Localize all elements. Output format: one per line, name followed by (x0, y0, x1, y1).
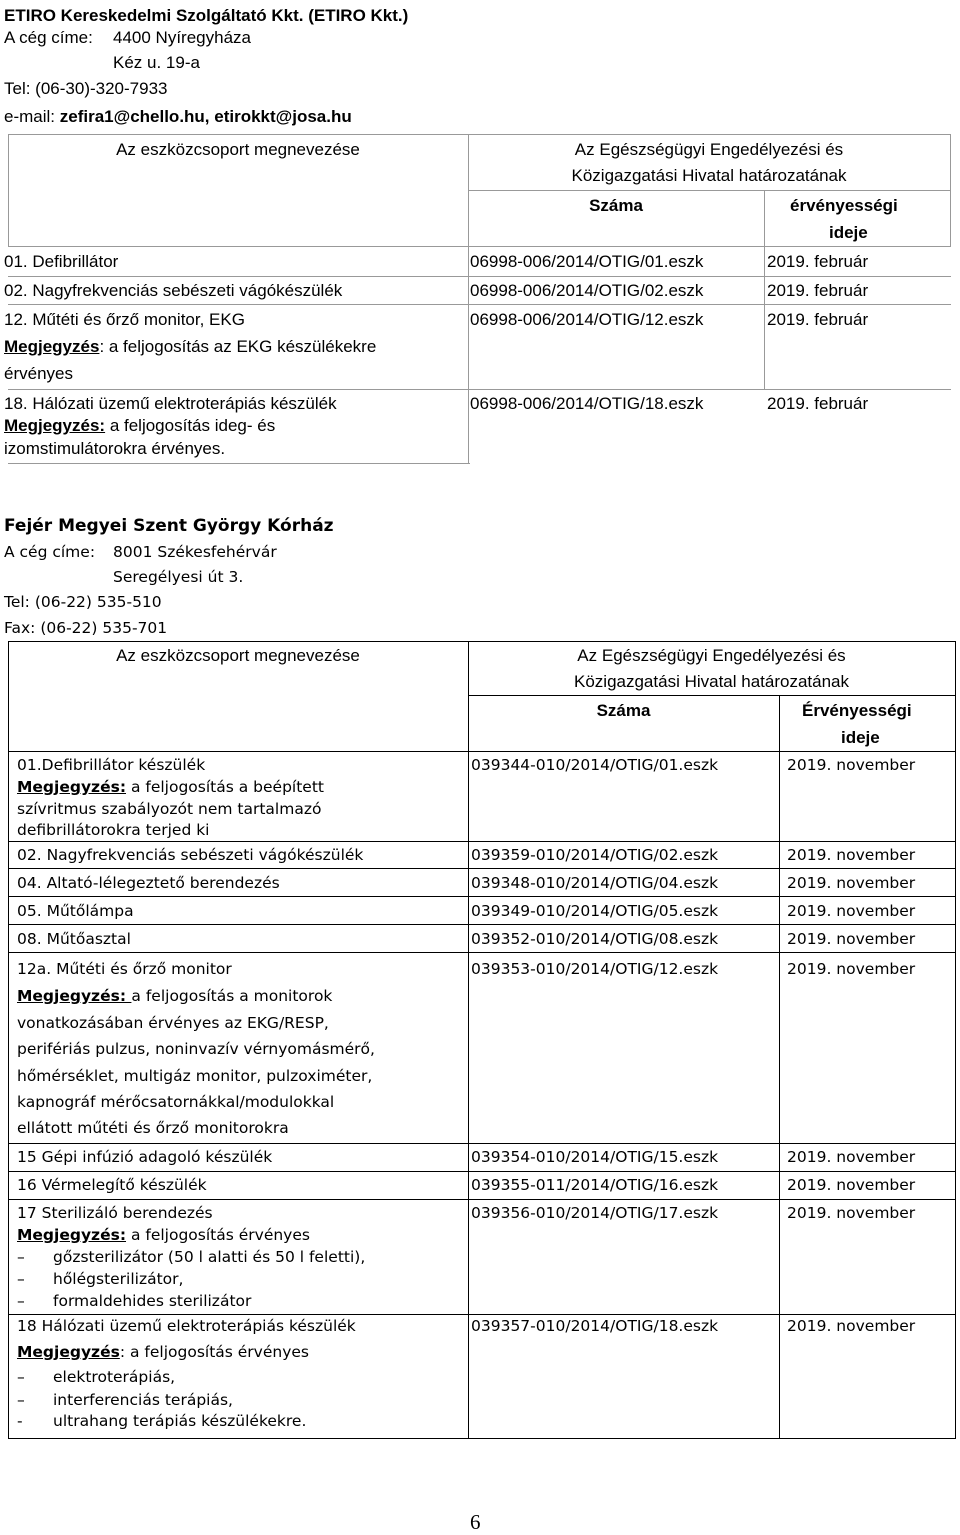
table2-row9-note-label: Megjegyzés: (17, 1226, 127, 1244)
table2-row2-device: 02. Nagyfrekvenciás sebészeti vágókészülék (17, 846, 364, 864)
table2-header-device: Az eszközcsoport megnevezése (116, 646, 360, 665)
table2-row5-validity: 2019. november (787, 930, 916, 948)
table2-row6-note-5: kapnográf mérőcsatornákkal/modulokkal (17, 1093, 335, 1111)
dash-bullet-icon: – (17, 1391, 25, 1409)
table1-subheader-validity-1: érvényességi (790, 196, 898, 215)
table2-row5-device: 08. Műtőasztal (17, 930, 131, 948)
table1-row4-number: 06998-006/2014/OTIG/18.eszk (470, 394, 704, 413)
table1-row4-note-label: Megjegyzés: (4, 416, 106, 435)
table2-row2-number: 039359-010/2014/OTIG/02.eszk (471, 846, 719, 864)
table1-row4-note-cont: izomstimulátorokra érvényes. (4, 439, 226, 458)
company1-email-line (4, 107, 352, 127)
dash-bullet-icon: – (17, 1270, 25, 1288)
table2-row10-bullet-1 (17, 1368, 175, 1386)
table2-row6-note-3: perifériás pulzus, noninvazív vérnyomásmérő, (17, 1040, 375, 1058)
table2-row4-validity: 2019. november (787, 902, 916, 920)
table2-row8-number: 039355-011/2014/OTIG/16.eszk (471, 1176, 719, 1194)
table2-row10-bullet-1-text: elektroterápiás, (53, 1368, 176, 1386)
company2-address-street: Seregélyesi út 3. (113, 568, 244, 586)
table2-row9-bullet-2-text: hőlégsterilizátor, (53, 1270, 184, 1288)
table1-row2-validity: 2019. február (767, 281, 869, 300)
table2-row9-note (17, 1226, 310, 1244)
company1-name: ETIRO Kereskedelmi Szolgáltató Kkt. (ETIRO Kkt.) (4, 6, 409, 25)
table2-row1-validity: 2019. november (787, 756, 916, 774)
company2-address-city: 8001 Székesfehérvár (113, 543, 277, 561)
table2-row1-note-text: a feljogosítás a beépített (126, 778, 324, 796)
table1-row3-number: 06998-006/2014/OTIG/12.eszk (470, 310, 704, 329)
table2-row4-device: 05. Műtőlámpa (17, 902, 134, 920)
dash-bullet-icon: – (17, 1248, 25, 1266)
table2-row7-number: 039354-010/2014/OTIG/15.eszk (471, 1148, 719, 1166)
company2-name: Fejér Megyei Szent György Kórház (4, 516, 334, 536)
table2-row10-device: 18 Hálózati üzemű elektroterápiás készülék (17, 1317, 356, 1335)
table2-row1-device: 01.Defibrillátor készülék (17, 756, 206, 774)
table2-row8-device: 16 Vérmelegítő készülék (17, 1176, 207, 1194)
table1-row1-device: 01. Defibrillátor (4, 252, 119, 271)
table1-row2-number: 06998-006/2014/OTIG/02.eszk (470, 281, 704, 300)
table2-row10-note-label: Megjegyzés (17, 1343, 120, 1361)
table1-row4-validity: 2019. február (767, 394, 869, 413)
table1-row3-note (4, 337, 376, 357)
table1-header-authority-2: Közigazgatási Hivatal határozatának (571, 166, 847, 185)
table1-row1-validity: 2019. február (767, 252, 869, 271)
table2-row10-note-text: : a feljogosítás érvényes (119, 1343, 309, 1361)
table2-row3-number: 039348-010/2014/OTIG/04.eszk (471, 874, 719, 892)
table1-row3-note-label: Megjegyzés (4, 337, 100, 356)
company1-email-label: e-mail: (4, 107, 56, 126)
table2-row10-validity: 2019. november (787, 1317, 916, 1335)
table2-row6-note-6: ellátott műtéti és őrző monitorokra (17, 1119, 289, 1137)
table2-row9-bullet-2 (17, 1270, 183, 1288)
table2-row6-note-text: a feljogosítás a monitorok (131, 987, 333, 1005)
table1-row2-device: 02. Nagyfrekvenciás sebészeti vágókészülék (4, 281, 343, 300)
table2-row6-note-label: Megjegyzés: (17, 987, 132, 1005)
company2-tel: Tel: (06-22) 535-510 (4, 593, 162, 611)
table2-row10-bullet-3 (17, 1412, 306, 1430)
table2-subheader-validity-1: Érvényességi (802, 701, 912, 720)
table2-row7-device: 15 Gépi infúzió adagoló készülék (17, 1148, 273, 1166)
hyphen-bullet-icon: - (17, 1412, 23, 1430)
table2-row2-validity: 2019. november (787, 846, 916, 864)
company1-address-label: A cég címe: (4, 28, 93, 47)
table2-row9-note-text: a feljogosítás érvényes (126, 1226, 310, 1244)
table1-row4-device: 18. Hálózati üzemű elektroterápiás készülék (4, 394, 337, 413)
table2-row4-number: 039349-010/2014/OTIG/05.eszk (471, 902, 719, 920)
table2-row10-number: 039357-010/2014/OTIG/18.eszk (471, 1317, 719, 1335)
table2-row6-note-4: hőmérséklet, multigáz monitor, pulzoximéter, (17, 1067, 373, 1085)
table1-subheader-number: Száma (589, 196, 643, 215)
table2-row10-bullet-2-text: interferenciás terápiás, (53, 1391, 233, 1409)
table1-row3-device: 12. Műtéti és őrző monitor, EKG (4, 310, 245, 329)
table2-row9-bullet-1 (17, 1248, 365, 1266)
table2-row10-note (17, 1343, 309, 1361)
table2-row8-validity: 2019. november (787, 1176, 916, 1194)
table2-row1-note-3: defibrillátorokra terjed ki (17, 821, 210, 839)
table2-row6-validity: 2019. november (787, 960, 916, 978)
table2-row1-note-label: Megjegyzés: (17, 778, 127, 796)
table2-row6-note-1 (17, 987, 332, 1005)
table1-subheader-validity-2: ideje (829, 223, 868, 242)
company2-fax: Fax: (06-22) 535-701 (4, 619, 168, 637)
table2-row1-number: 039344-010/2014/OTIG/01.eszk (471, 756, 719, 774)
table2-header-authority-1: Az Egészségügyi Engedélyezési és (577, 646, 846, 665)
table2-row10-bullet-2 (17, 1391, 233, 1409)
table2-row9-bullet-3 (17, 1292, 251, 1310)
table2-row6-number: 039353-010/2014/OTIG/12.eszk (471, 960, 719, 978)
table1-row3-note-cont: érvényes (4, 364, 73, 383)
table2-header-authority-2: Közigazgatási Hivatal határozatának (574, 672, 849, 691)
table2-row7-validity: 2019. november (787, 1148, 916, 1166)
table2-row9-number: 039356-010/2014/OTIG/17.eszk (471, 1204, 719, 1222)
company1-address-city: 4400 Nyíregyháza (113, 28, 251, 47)
table2-row9-bullet-1-text: gőzsterilizátor (50 l alatti és 50 l feletti), (53, 1248, 366, 1266)
page-number: 6 (470, 1510, 481, 1534)
table2-subheader-validity-2: ideje (841, 728, 880, 747)
table2-row1-note-1 (17, 778, 324, 796)
table2-row3-validity: 2019. november (787, 874, 916, 892)
table1-row4-note-text: a feljogosítás ideg- és (105, 416, 276, 435)
table1-row4-note (4, 416, 275, 436)
table2-row6-device: 12a. Műtéti és őrző monitor (17, 960, 232, 978)
table2-row1-note-2: szívritmus szabályozót nem tartalmazó (17, 800, 322, 818)
table2-row3-device: 04. Altató-lélegeztető berendezés (17, 874, 280, 892)
company1-address-street: Kéz u. 19-a (113, 53, 200, 72)
table2-subheader-number: Száma (596, 701, 651, 720)
dash-bullet-icon: – (17, 1368, 25, 1386)
table1-row3-note-text: : a feljogosítás az EKG készülékekre (99, 337, 377, 356)
company1-email-value[interactable]: zefira1@chello.hu, etirokkt@josa.hu (59, 107, 352, 126)
table1-header-device: Az eszközcsoport megnevezése (116, 140, 360, 159)
table2-row9-device: 17 Sterilizáló berendezés (17, 1204, 213, 1222)
table2-row6-note-2: vonatkozásában érvényes az EKG/RESP, (17, 1014, 329, 1032)
table2-row10-bullet-3-text: ultrahang terápiás készülékekre. (53, 1412, 307, 1430)
table2-row9-validity: 2019. november (787, 1204, 916, 1222)
table1-row3-validity: 2019. február (767, 310, 869, 329)
company1-tel: Tel: (06-30)-320-7933 (4, 79, 168, 98)
table2-row5-number: 039352-010/2014/OTIG/08.eszk (471, 930, 719, 948)
table1-row1-number: 06998-006/2014/OTIG/01.eszk (470, 252, 704, 271)
company2-address-label: A cég címe: (4, 543, 96, 561)
dash-bullet-icon: – (17, 1292, 25, 1310)
table2-row9-bullet-3-text: formaldehides sterilizátor (53, 1292, 252, 1310)
table1-header-authority-1: Az Egészségügyi Engedélyezési és (574, 140, 844, 159)
